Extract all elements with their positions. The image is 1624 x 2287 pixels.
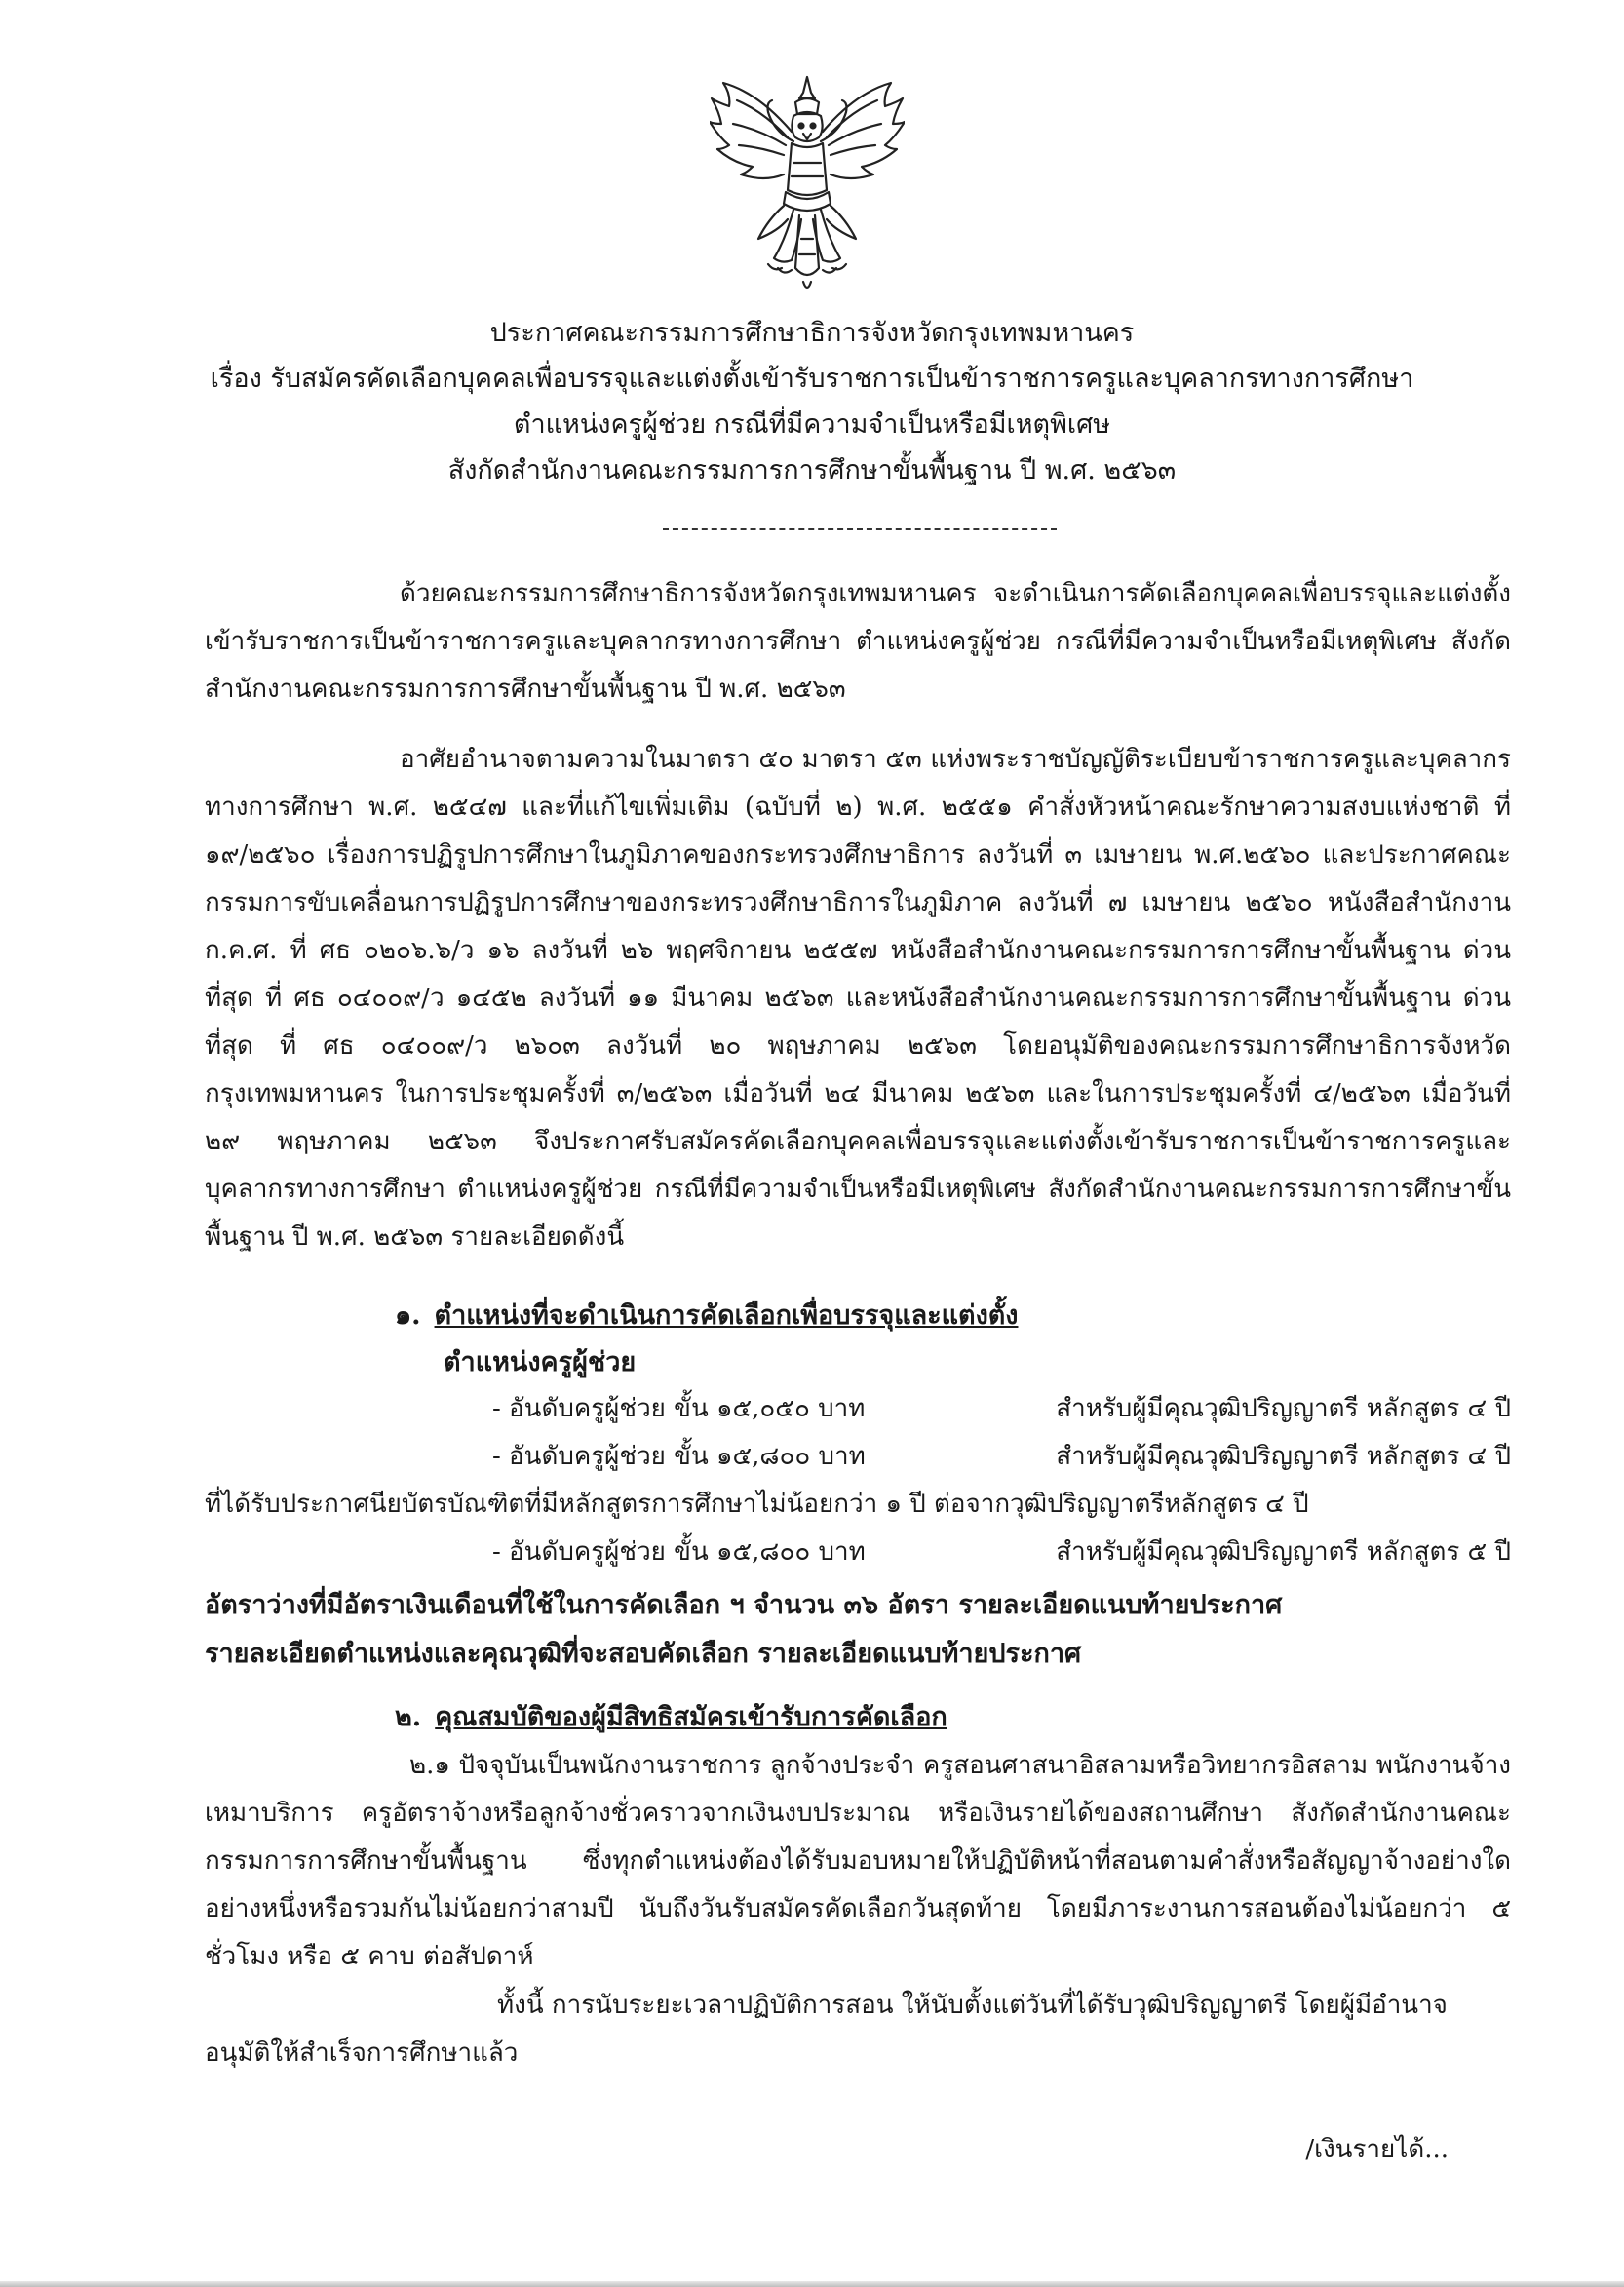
rank-row-3-salary: - อันดับครูผู้ช่วย ขั้น ๑๕,๘๐๐ บาท (492, 1537, 866, 1567)
detail-line: รายละเอียดตำแหน่งและคุณวุฒิที่จะสอบคัดเลือก รายละเอียดแนบท้ายประกาศ (205, 1639, 1082, 1669)
section-1-heading (395, 1292, 1018, 1339)
section-2-item-2-1 (205, 1742, 1511, 1981)
rank-row-2-salary: - อันดับครูผู้ช่วย ขั้น ๑๕,๘๐๐ บาท (492, 1442, 866, 1471)
rank-row-1-salary: - อันดับครูผู้ช่วย ขั้น ๑๕,๐๕๐ บาท (492, 1394, 866, 1423)
header-title-line-1: ประกาศคณะกรรมการศึกษาธิการจังหวัดกรุงเทพมหานคร (489, 318, 1135, 348)
intro-paragraph (205, 570, 1511, 714)
section-1-position: ตำแหน่งครูผู้ช่วย (444, 1347, 637, 1377)
intro-paragraph-text: ด้วยคณะกรรมการศึกษาธิการจังหวัดกรุงเทพมหานคร จะดำเนินการคัดเลือกบุคคลเพื่อบรรจุและแต่งตั้งเข้ารับราชการเป็นข้าราชการครูและบุคลากรทางการศึกษา ตำแหน่งครูผู้ช่วย กรณีที่มีความจำเป็นหรือมีเหตุพิเศษ สังกัดสำนักงานคณะกรรมการการศึกษาขั้นพื้นฐาน ปี พ.ศ. ๒๕๖๓ (205, 579, 1511, 704)
authority-paragraph-text: อาศัยอำนาจตามความในมาตรา ๕๐ มาตรา ๕๓ แห่งพระราชบัญญัติระเบียบข้าราชการครูและบุคลากรทางการศึกษา พ.ศ. ๒๕๔๗ และที่แก้ไขเพิ่มเติม (ฉบับที่ ๒) พ.ศ. ๒๕๕๑ คำสั่งหัวหน้าคณะรักษาความสงบแห่งชาติ ที่ ๑๙/๒๕๖๐ เรื่องการปฏิรูปการศึกษาในภูมิภาคของกระทรวงศึกษาธิการ ลงวันที่ ๓ เมษายน พ.ศ.๒๕๖๐ และประกาศคณะกรรมการขับเคลื่อนการปฏิรูปการศึกษาของกระทรวงศึกษาธิการในภูมิภาค ลงวันที่ ๗ เมษายน ๒๕๖๐ หนังสือสำนักงาน ก.ค.ศ. ที่ ศธ ๐๒๐๖.๖/ว ๑๖ ลงวันที่ ๒๖ พฤศจิกายน ๒๕๕๗ หนังสือสำนักงานคณะกรรมการการศึกษาขั้นพื้นฐาน ด่วนที่สุด ที่ ศธ ๐๔๐๐๙/ว ๑๔๕๒ ลงวันที่ ๑๑ มีนาคม ๒๕๖๓ และหนังสือสำนักงานคณะกรรมการการศึกษาขั้นพื้นฐาน ด่วนที่สุด ที่ ศธ ๐๔๐๐๙/ว ๒๖๐๓ ลงวันที่ ๒๐ พฤษภาคม ๒๕๖๓ โดยอนุมัติของคณะกรรมการศึกษาธิการจังหวัดกรุงเทพมหานคร ในการประชุมครั้งที่ ๓/๒๕๖๓ เมื่อวันที่ ๒๔ มีนาคม ๒๕๖๓ และในการประชุมครั้งที่ ๔/๒๕๖๓ เมื่อวันที่ ๒๙ พฤษภาคม ๒๕๖๓ จึงประกาศรับสมัครคัดเลือกบุคคลเพื่อบรรจุและแต่งตั้งเข้ารับราชการเป็นข้าราชการครูและบุคลากรทางการศึกษา ตำแหน่งครูผู้ช่วย กรณีที่มีความจำเป็นหรือมีเหตุพิเศษ สังกัดสำนักงานคณะกรรมการการศึกษาขั้นพื้นฐาน ปี พ.ศ. ๒๕๖๓ รายละเอียดดังนี้ (205, 745, 1511, 1252)
header-title-line-2: เรื่อง รับสมัครคัดเลือกบุคคลเพื่อบรรจุและแต่งตั้งเข้ารับราชการเป็นข้าราชการครูและบุคลากรทางการศึกษา (210, 364, 1414, 394)
header-divider (663, 528, 1057, 530)
section-1-title: ตำแหน่งที่จะดำเนินการคัดเลือกเพื่อบรรจุและแต่งตั้ง (434, 1300, 1019, 1331)
vacancy-line: อัตราว่างที่มีอัตราเงินเดือนที่ใช้ในการคัดเลือก ฯ จำนวน ๓๖ อัตรา รายละเอียดแนบท้ายประกาศ (205, 1590, 1283, 1620)
section-2-note-text: ทั้งนี้ การนับระยะเวลาปฏิบัติการสอน ให้นับตั้งแต่วันที่ได้รับวุฒิปริญญาตรี โดยผู้มีอำนาจอนุมัติให้สำเร็จการศึกษาแล้ว (205, 1991, 1448, 2068)
section-2-item-2-1-text: ๒.๑ ปัจจุบันเป็นพนักงานราชการ ลูกจ้างประจำ ครูสอนศาสนาอิสลามหรือวิทยากรอิสลาม พนักงานจ้างเหมาบริการ ครูอัตราจ้างหรือลูกจ้างชั่วคราวจากเงินงบประมาณ หรือเงินรายได้ของสถานศึกษา สังกัดสำนักงานคณะกรรมการการศึกษาขั้นพื้นฐาน ซึ่งทุกตำแหน่งต้องได้รับมอบหมายให้ปฏิบัติหน้าที่สอนตามคำสั่งหรือสัญญาจ้างอย่างใดอย่างหนึ่งหรือรวมกันไม่น้อยกว่าสามปี นับถึงวันรับสมัครคัดเลือกวันสุดท้าย โดยมีภาระงานการสอนต้องไม่น้อยกว่า ๕ ชั่วโมง หรือ ๕ คาบ ต่อสัปดาห์ (205, 1751, 1511, 1971)
section-2-note (205, 1982, 1511, 2077)
document-header (146, 310, 1478, 493)
garuda-emblem-icon (710, 73, 905, 297)
section-2-title: คุณสมบัติของผู้มีสิทธิสมัครเข้ารับการคัดเลือก (435, 1702, 947, 1732)
rank-row-3-qualification: สำหรับผู้มีคุณวุฒิปริญญาตรี หลักสูตร ๕ ปี (1056, 1537, 1511, 1567)
header-title-line-3: ตำแหน่งครูผู้ช่วย กรณีที่มีความจำเป็นหรือมีเหตุพิเศษ (513, 409, 1111, 440)
header-title-line-4: สังกัดสำนักงานคณะกรรมการการศึกษาขั้นพื้นฐาน ปี พ.ศ. ๒๕๖๓ (447, 455, 1177, 485)
authority-paragraph (205, 736, 1511, 1261)
rank-row-1-qualification: สำหรับผู้มีคุณวุฒิปริญญาตรี หลักสูตร ๔ ปี (1056, 1394, 1511, 1423)
section-2-number: ๒. (395, 1702, 422, 1732)
rank-row-2-continuation: ที่ได้รับประกาศนียบัตรบัณฑิตที่มีหลักสูตรการศึกษาไม่น้อยกว่า ๑ ปี ต่อจากวุฒิปริญญาตรีหลักสูตร ๔ ปี (205, 1490, 1309, 1519)
rank-row-2-qualification: สำหรับผู้มีคุณวุฒิปริญญาตรี หลักสูตร ๔ ปี (1056, 1442, 1511, 1471)
section-2-heading (395, 1693, 947, 1741)
section-1-number: ๑. (395, 1300, 421, 1331)
scan-bottom-edge (0, 2281, 1624, 2287)
continuation-marker: /เงินรายได้... (1305, 2135, 1449, 2164)
